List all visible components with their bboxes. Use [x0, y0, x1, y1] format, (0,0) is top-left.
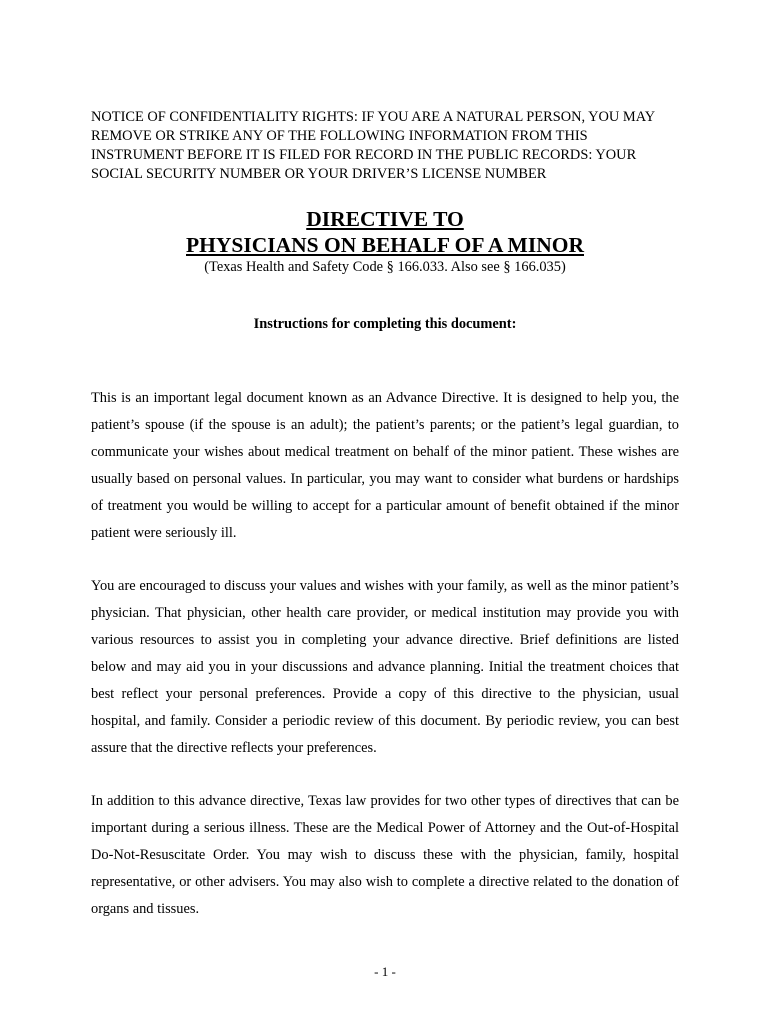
confidentiality-notice: NOTICE OF CONFIDENTIALITY RIGHTS: IF YOU ARE A NATURAL PERSON, YOU MAY REMOVE OR STRIKE ANY OF THE FOLLOWING INFORMATION FROM THIS INSTRUMENT BEFORE IT IS FILED FOR RECORD IN THE PUBLIC RECORDS: YOUR SOCIAL SECURITY NUMBER OR YOUR DRIVER’S LICENSE NUMBER	[91, 109, 655, 182]
page-number: - 1 -	[374, 964, 396, 979]
statute-citation: (Texas Health and Safety Code § 166.033. Also see § 166.035)	[204, 259, 566, 275]
document-page	[91, 108, 679, 923]
paragraph-advance-directive: This is an important legal document known as an Advance Directive. It is designed to help you, the patient’s spouse (if the spouse is an adult); the patient’s parents; or the patient’s legal guardian, to communicate your wishes about medical treatment on behalf of the minor patient. These wishes are usually based on personal values. In particular, you may want to consider what burdens or hardships of treatment you would be willing to accept for a particular amount of benefit obtained if the minor patient were seriously ill.	[91, 390, 679, 541]
paragraph-discuss-values: You are encouraged to discuss your values and wishes with your family, as well as the minor patient’s physician. That physician, other health care provider, or medical institution may provide you with various resources to assist you in completing your advance directive. Brief definitions are listed below and may aid you in your discussions and advance planning. Initial the treatment choices that best reflect your personal preferences. Provide a copy of this directive to the physician, usual hospital, and family. Consider a periodic review of this document. By periodic review, you can best assure that the directive reflects your preferences.	[91, 578, 679, 756]
title-line-2: PHYSICIANS ON BEHALF OF A MINOR	[186, 233, 584, 257]
title-line-1: DIRECTIVE TO	[306, 207, 464, 231]
instructions-heading: Instructions for completing this document:	[253, 316, 517, 332]
document-title	[91, 206, 679, 258]
paragraph-other-directives: In addition to this advance directive, Texas law provides for two other types of directives that can be important during a serious illness. These are the Medical Power of Attorney and the Out-of-Hospital Do-Not-Resuscitate Order. You may wish to discuss these with the physician, family, hospital representative, or other advisers. You may also wish to complete a directive related to the donation of organs and tissues.	[91, 793, 679, 917]
